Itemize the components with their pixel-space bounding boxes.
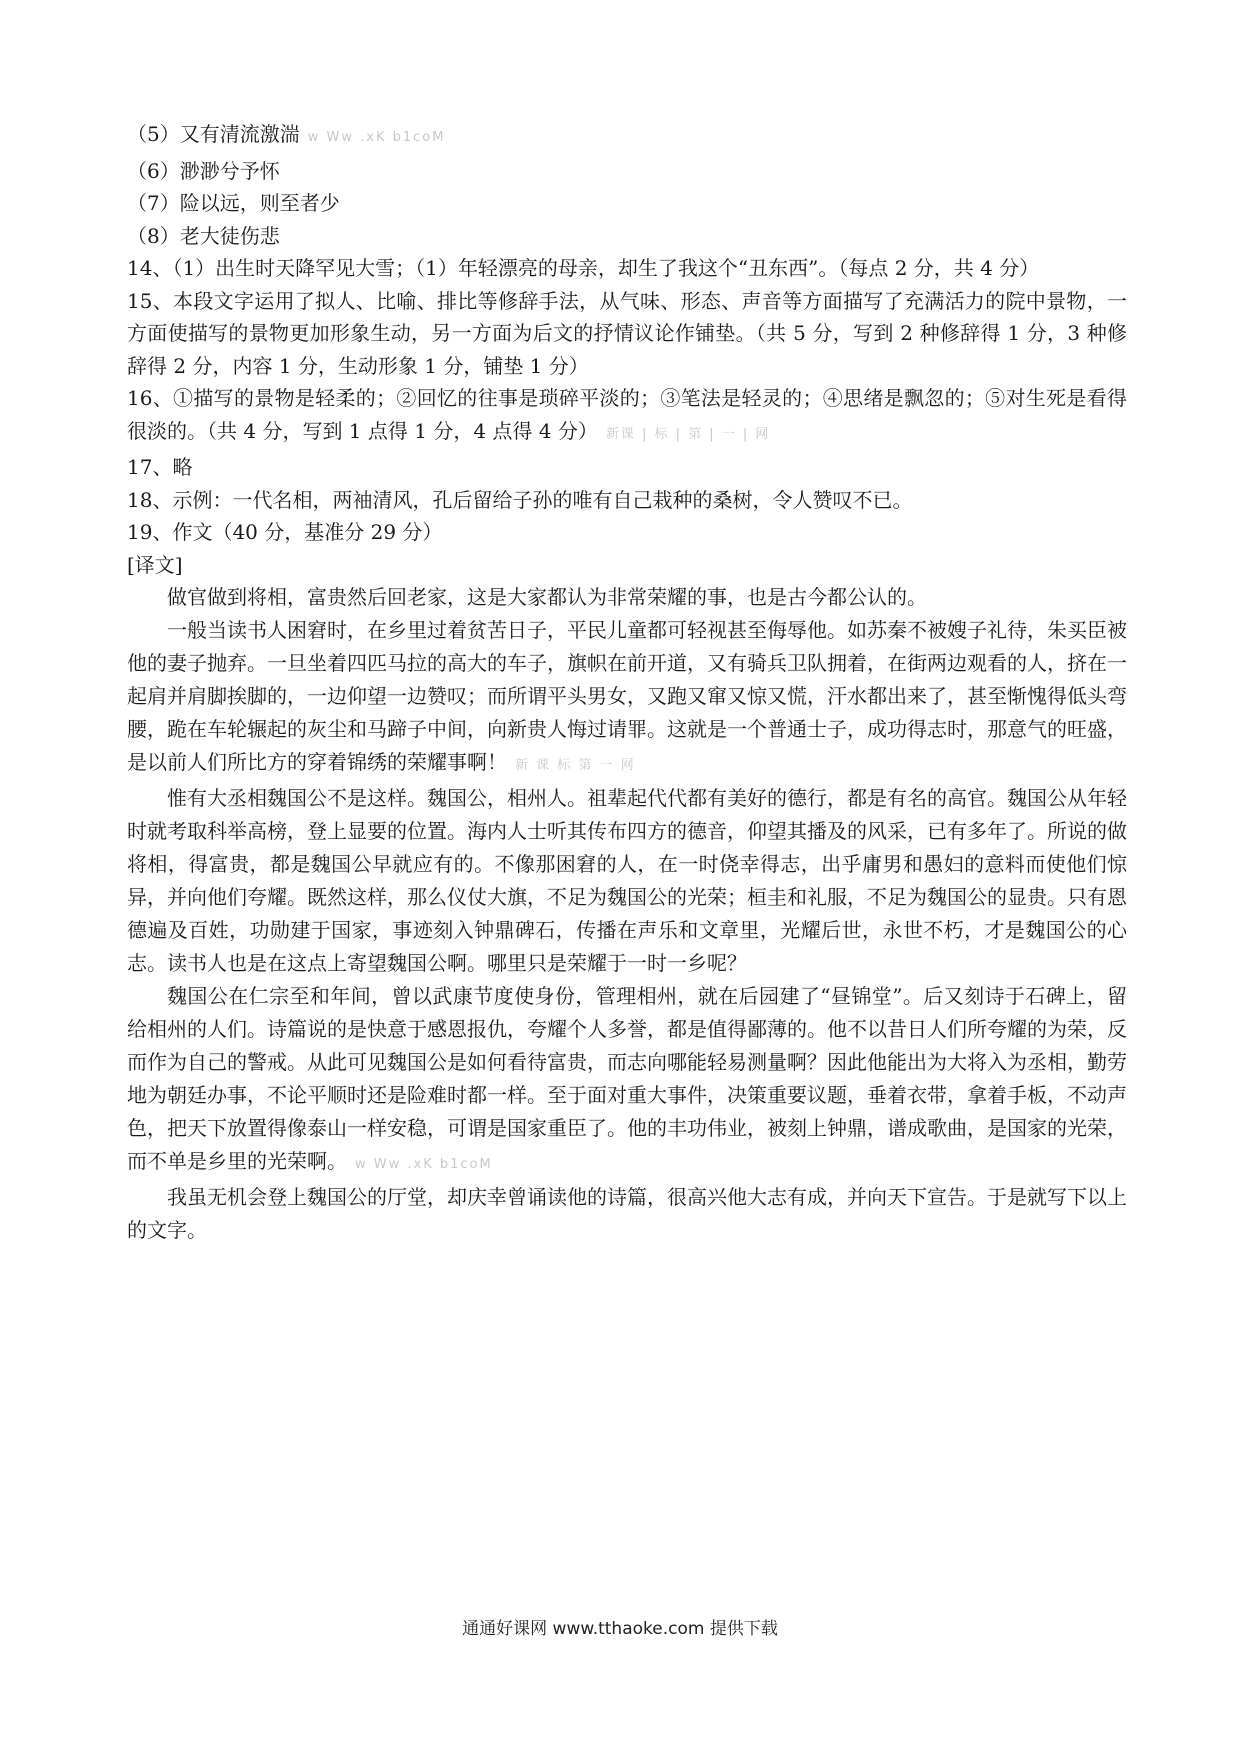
translation-paragraph-3: 惟有大丞相魏国公不是这样。魏国公，相州人。祖辈起代代都有美好的德行，都是有名的高官。魏国公从年轻时就考取科举高榜，登上显要的位置。海内人士听其传布四方的德音，仰望其播及的风采，已有多年了。所说的做将相，得富贵，都是魏国公早就应有的。不像那困窘的人，在一时侥幸得志，出乎庸男和愚妇的意料而使他们惊异，并向他们夸耀。既然这样，那么仪仗大旗，不足为魏国公的光荣；桓圭和礼服，不足为魏国公的显贵。只有恩德遍及百姓，功勋建于国家，事迹刻入钟鼎碑石，传播在声乐和文章里，光耀后世，永世不朽，才是魏国公的心志。读书人也是在这点上寄望魏国公啊。哪里只是荣耀于一时一乡呢？	[127, 786, 1127, 975]
translation-paragraph-2	[127, 614, 1127, 782]
answer-17: 17、略	[127, 455, 193, 479]
watermark: w Ww .xK b1coM	[355, 1157, 493, 1172]
answer-14: 14、（1）出生时天降罕见大雪；（1）年轻漂亮的母亲，却生了我这个“丑东西”。（每点 2 分，共 4 分）	[127, 256, 1040, 280]
answer-18: 18、示例：一代名相，两袖清风，孔后留给子孙的唯有自己栽种的桑树，令人赞叹不已。	[127, 487, 913, 512]
answer-16	[127, 382, 1127, 451]
watermark: 新课 | 标 | 第 | 一 | 网	[605, 426, 771, 442]
translation-heading: [译文]	[127, 552, 183, 577]
answer-page	[127, 118, 1127, 1247]
answer-15: 15、本段文字运用了拟人、比喻、排比等修辞手法，从气味、形态、声音等方面描写了充满活力的院中景物，一方面使描写的景物更加形象生动，另一方面为后文的抒情议论作铺垫。（共 5 分，写到 2 种修辞得 1 分，3 种修辞得 2 分，内容 1 分，生动形象 1 分，铺垫 1 分）	[127, 288, 1127, 378]
answer-item-7: （7）险以远，则至者少	[127, 191, 340, 215]
answer-item-6: （6）渺渺兮予怀	[127, 158, 280, 183]
item-text: （5）又有清流激湍	[127, 122, 300, 146]
translation-paragraph-1: 做官做到将相，富贵然后回老家，这是大家都认为非常荣耀的事，也是古今都公认的。	[167, 585, 927, 609]
watermark: w Ww .xK b1coM	[307, 130, 446, 145]
watermark: 新 课 标 第 一 网	[515, 758, 636, 773]
answer-16-text: 16、①描写的景物是轻柔的；②回忆的往事是琐碎平淡的；③笔法是轻灵的；④思绪是飘忽的；⑤对生死是看得很淡的。（共 4 分，写到 1 点得 1 分，4 点得 4 分）	[127, 386, 1127, 443]
translation-paragraph-5: 我虽无机会登上魏国公的厅堂，却庆幸曾诵读他的诗篇，很高兴他大志有成，并向天下宣告。于是就写下以上的文字。	[127, 1185, 1127, 1242]
answer-item-5	[127, 118, 1127, 155]
answer-19: 19、作文（40 分，基准分 29 分）	[127, 520, 443, 544]
paragraph-text: 魏国公在仁宗至和年间，曾以武康节度使身份，管理相州，就在后园建了“昼锦堂”。后又刻诗于石碑上，留给相州的人们。诗篇说的是快意于感恩报仇，夸耀个人多誉，都是值得鄙薄的。他不以昔日人们所夸耀的为荣，反而作为自己的警戒。从此可见魏国公是如何看待富贵，而志向哪能轻易测量啊？因此他能出为大将入为丞相，勤劳地为朝廷办事，不论平顺时还是险难时都一样。至于面对重大事件，决策重要议题，垂着衣带，拿着手板，不动声色，把天下放置得像泰山一样安稳，可谓是国家重臣了。他的丰功伟业，被刻上钟鼎，谱成歌曲，是国家的光荣，而不单是乡里的光荣啊。	[127, 984, 1127, 1173]
paragraph-text: 一般当读书人困窘时，在乡里过着贫苦日子，平民儿童都可轻视甚至侮辱他。如苏秦不被嫂子礼待，朱买臣被他的妻子抛弃。一旦坐着四匹马拉的高大的车子，旗帜在前开道，又有骑兵卫队拥着，在街两边观看的人，挤在一起肩并肩脚挨脚的，一边仰望一边赞叹；而所谓平头男女，又跑又窜又惊又慌，汗水都出来了，甚至惭愧得低头弯腰，跪在车轮辗起的灰尘和马蹄子中间，向新贵人悔过请罪。这就是一个普通士子，成功得志时，那意气的旺盛，是以前人们所比方的穿着锦绣的荣耀事啊！	[127, 618, 1127, 774]
answer-item-8: （8）老大徒伤悲	[127, 223, 280, 248]
translation-paragraph-4	[127, 980, 1127, 1181]
page-footer: 通通好课网 www.tthaoke.com 提供下载	[462, 1619, 778, 1639]
